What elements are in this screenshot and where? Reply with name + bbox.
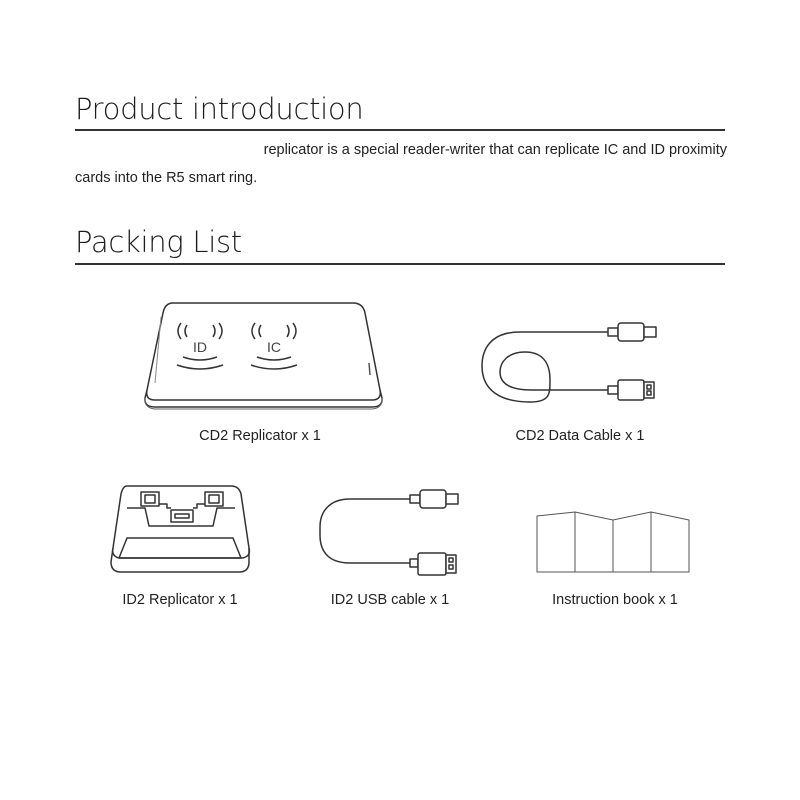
product-description xyxy=(75,136,727,192)
usb-cable-icon xyxy=(310,485,470,585)
item-caption: CD2 Data Cable x 1 xyxy=(515,428,645,444)
item-caption: Instruction book x 1 xyxy=(552,592,678,608)
item-caption: ID2 Replicator x 1 xyxy=(122,592,238,608)
section-heading-product-introduction: Product introduction xyxy=(75,92,364,126)
ic-label: IC xyxy=(267,339,281,355)
section-divider xyxy=(75,263,725,265)
description-line-2: cards into the R5 smart ring. xyxy=(75,170,258,186)
card-reader-icon xyxy=(125,295,385,420)
id-replicator-icon xyxy=(105,478,255,578)
section-divider xyxy=(75,129,725,131)
id-label: ID xyxy=(193,339,207,355)
section-heading-packing-list: Packing List xyxy=(75,225,242,259)
description-line-1: replicator is a special reader-writer that can replicate IC and ID proximity xyxy=(263,142,727,158)
item-caption: ID2 USB cable x 1 xyxy=(330,592,450,608)
booklet-icon xyxy=(535,508,695,578)
item-caption: CD2 Replicator x 1 xyxy=(199,428,321,444)
usb-cable-icon xyxy=(470,310,670,420)
